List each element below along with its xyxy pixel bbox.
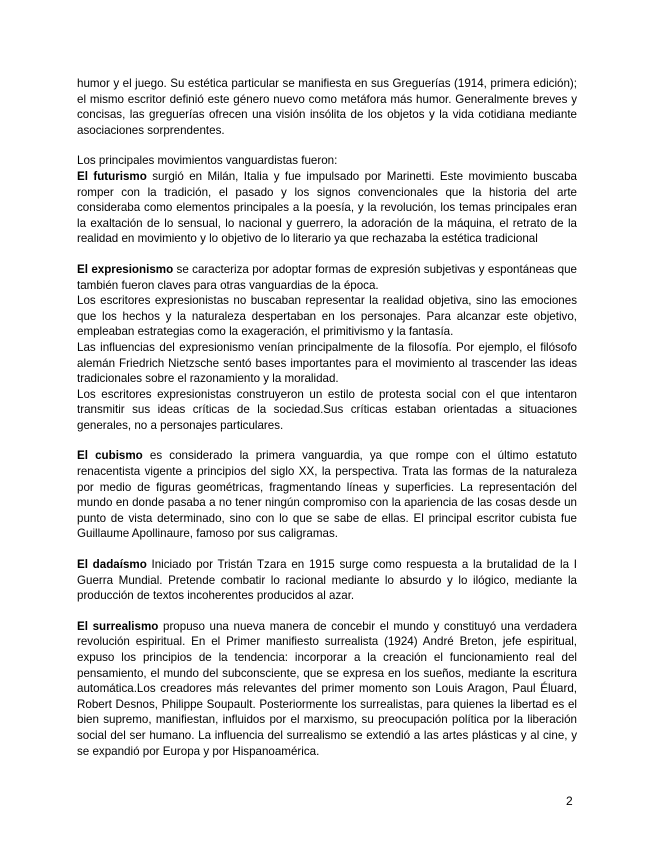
surrealismo-term: El surrealismo: [77, 619, 159, 633]
futurismo-paragraph: [77, 169, 577, 247]
cubismo-term: El cubismo: [77, 449, 143, 463]
document-body: [77, 76, 577, 759]
intro-paragraph: humor y el juego. Su estética particular se manifiesta en sus Greguerías (1914, primera edición); el mismo escritor definió este género nuevo como metáfora más humor. Generalmente breves y concisas, las greguerías ofrecen una visión insólita de los objetos y la vida cotidiana mediante asociaciones sorprendentes.: [77, 77, 577, 137]
page-number: 2: [566, 794, 573, 808]
dadaismo-paragraph: [77, 557, 577, 604]
futurismo-text: surgió en Milán, Italia y fue impulsado por Marinetti. Este movimiento buscaba romper con la tradición, el pasado y los signos convencionales que la historia del arte consideraba como elementos principales a la poesía, y la revolución, los temas principales eran la exaltación de lo sensual, lo nacional y guerrero, la adoración de la máquina, el retrato de la realidad en movimiento y lo objetivo de lo literario ya que rechazaba la estética tradicional: [77, 169, 577, 246]
expresionismo-text: se caracteriza por adoptar formas de expresión subjetivas y espontáneas que también fueron claves para otras vanguardias de la época.: [77, 262, 577, 292]
movements-heading: Los principales movimientos vanguardistas fueron:: [77, 154, 338, 168]
expresionismo-paragraph: [77, 262, 577, 293]
dadaismo-text: Iniciado por Tristán Tzara en 1915 surge como respuesta a la brutalidad de la I Guerra Mundial. Pretende combatir lo racional mediante lo absurdo y lo ilógico, mediante la producción de textos incoherentes producidos al azar.: [77, 558, 577, 603]
dadaismo-term: El dadaísmo: [77, 558, 147, 572]
expresionismo-paragraph-2: Los escritores expresionistas no buscaban representar la realidad objetiva, sino las emociones que los hechos y la naturaleza despertaban en los personajes. Para alcanzar este objetivo, empleaban estrategias como la exageración, el primitivismo y la fantasía.: [77, 294, 577, 339]
cubismo-text: es considerado la primera vanguardia, ya que rompe con el último estatuto renacentista vigente a principios del siglo XX, la perspectiva. Trata las formas de la naturaleza por medio de figuras geométricas, fragmentando líneas y superficies. La representación del mundo en donde pasaba a no tener ningún compromiso con la apariencia de las cosas desde un punto de vista determinado, sino con lo que se sabe de ellas. El principal escritor cubista fue Guillaume Apollinaure, famoso por sus caligramas.: [77, 449, 577, 541]
expresionismo-paragraph-4: Los escritores expresionistas construyeron un estilo de protesta social con el que intentaron transmitir sus ideas críticas de la sociedad.Sus críticas estaban orientadas a situaciones generales, no a personajes particulares.: [77, 387, 577, 432]
surrealismo-paragraph: [77, 619, 577, 759]
surrealismo-text: propuso una nueva manera de concebir el mundo y constituyó una verdadera revolución espiritual. En el Primer manifiesto surrealista (1924) André Breton, jefe espiritual, expuso los principios de la tendencia: incorporar a la creación el funcionamiento real del pensamiento, el mundo del subconsciente, que se expresa en los sueños, mediante la escritura automática.Los creadores más relevantes del primer momento son Louis Aragon, Paul Éluard, Robert Desnos, Philippe Soupault. Posteriormente los surrealistas, para quienes la libertad es el bien supremo, manifiestan, influidos por el marxismo, su preocupación política por la liberación social del ser humano. La influencia del surrealismo se extendió a las artes plásticas y al cine, y se expandió por Europa y por Hispanoamérica.: [77, 619, 578, 758]
expresionismo-term: El expresionismo: [77, 262, 174, 276]
futurismo-term: El futurismo: [77, 169, 147, 183]
expresionismo-paragraph-3: Las influencias del expresionismo venían principalmente de la filosofía. Por ejemplo, el filósofo alemán Friedrich Nietzsche sentó bases importantes para el movimiento al trascender las ideas tradicionales sobre el razonamiento y la moralidad.: [77, 340, 577, 386]
cubismo-paragraph: [77, 448, 577, 542]
